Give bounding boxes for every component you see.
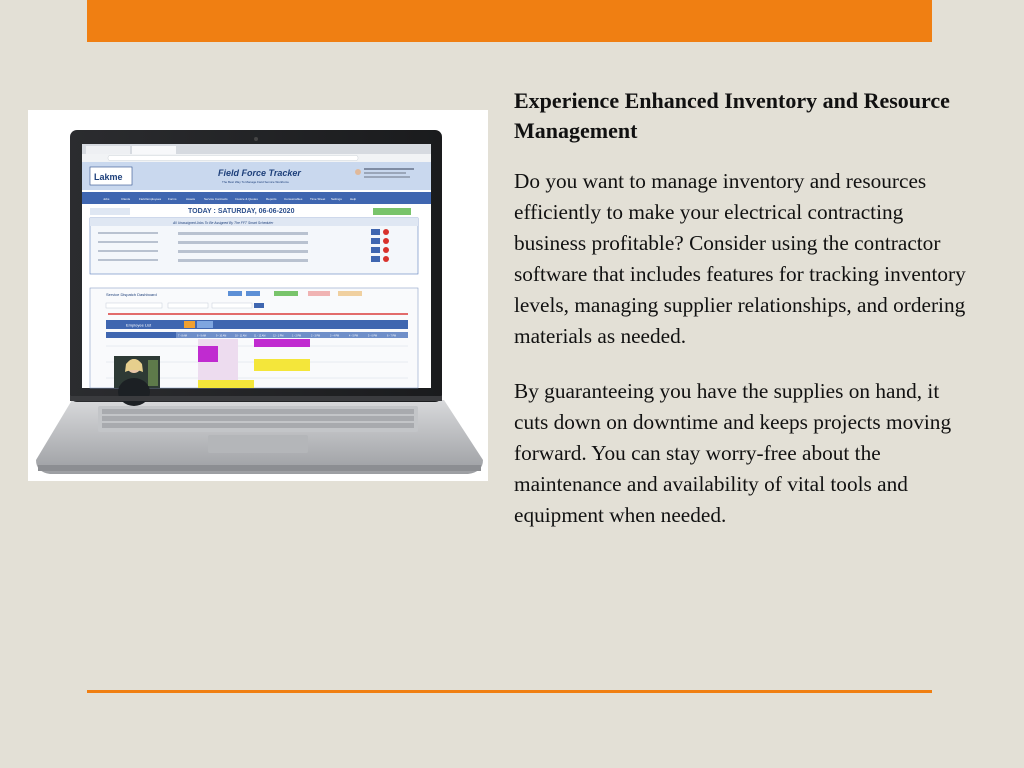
nav-item: Help (350, 197, 357, 201)
nav-item: Clients (121, 197, 131, 201)
employee-list-label: Employee List (126, 322, 152, 328)
nav-item: Service Contracts (204, 197, 228, 201)
nav-item: Settings (331, 197, 342, 201)
time-slot: 4 - 5 PM (349, 334, 359, 338)
nav-item: Consumables (284, 197, 303, 201)
time-slot: 6 - 7 PM (387, 334, 397, 338)
time-slot: 9 - 10 AM (216, 334, 227, 338)
time-slot: 7 - 8 AM (178, 334, 187, 338)
app-title: Field Force Tracker (218, 168, 301, 178)
nav-item: Jobs (103, 197, 110, 201)
text-column (514, 86, 974, 555)
time-slot: 2 - 3 PM (311, 334, 321, 338)
nav-item: Field Employees (139, 197, 162, 201)
slide-heading: Experience Enhanced Inventory and Resource Management (514, 88, 950, 143)
nav-item: Reports (266, 197, 277, 201)
paragraph-2: By guaranteeing you have the supplies on hand, it cuts down on downtime and keeps projects moving forward. You can stay worry-free about the maintenance and availability of vital tools and equipment when needed. (514, 379, 952, 527)
time-slot: 12 - 1 PM (273, 334, 284, 338)
top-accent-bar (87, 0, 932, 42)
laptop-screen (82, 144, 431, 406)
time-slot: 8 - 9 AM (197, 334, 206, 338)
app-tagline: The Best Way To Manage Field Service Workforce (222, 180, 289, 184)
nav-item: Forms (168, 197, 177, 201)
bottom-accent-line (87, 690, 932, 693)
time-slot: 1 - 2 PM (292, 334, 302, 338)
time-slot: 10 - 11 AM (235, 334, 247, 338)
nav-item: Assets (186, 197, 196, 201)
nav-item: Invoice & Quotes (235, 197, 258, 201)
trackpad (208, 435, 308, 453)
time-slot: 5 - 6 PM (368, 334, 378, 338)
app-logo: Lakme (94, 172, 123, 182)
nav-item: Time Sheet (310, 197, 326, 201)
laptop-screenshot-image (28, 110, 488, 481)
time-slot: 3 - 4 PM (330, 334, 340, 338)
time-slot: 11 - 12 AM (254, 334, 266, 338)
unassigned-jobs-title: All Unassigned Jobs To Be Assigned By The FFT Smart Scheduler (173, 221, 274, 225)
today-banner: TODAY : SATURDAY, 06-06-2020 (188, 208, 295, 215)
dispatch-title: Service Dispatch Dashboard (106, 292, 157, 297)
paragraph-1: Do you want to manage inventory and resources efficiently to make your electrical contracting business profitable? Consider using the contractor software that includes features for tracking inventory levels, managing supplier relationships, and ordering materials as needed. (514, 169, 966, 348)
